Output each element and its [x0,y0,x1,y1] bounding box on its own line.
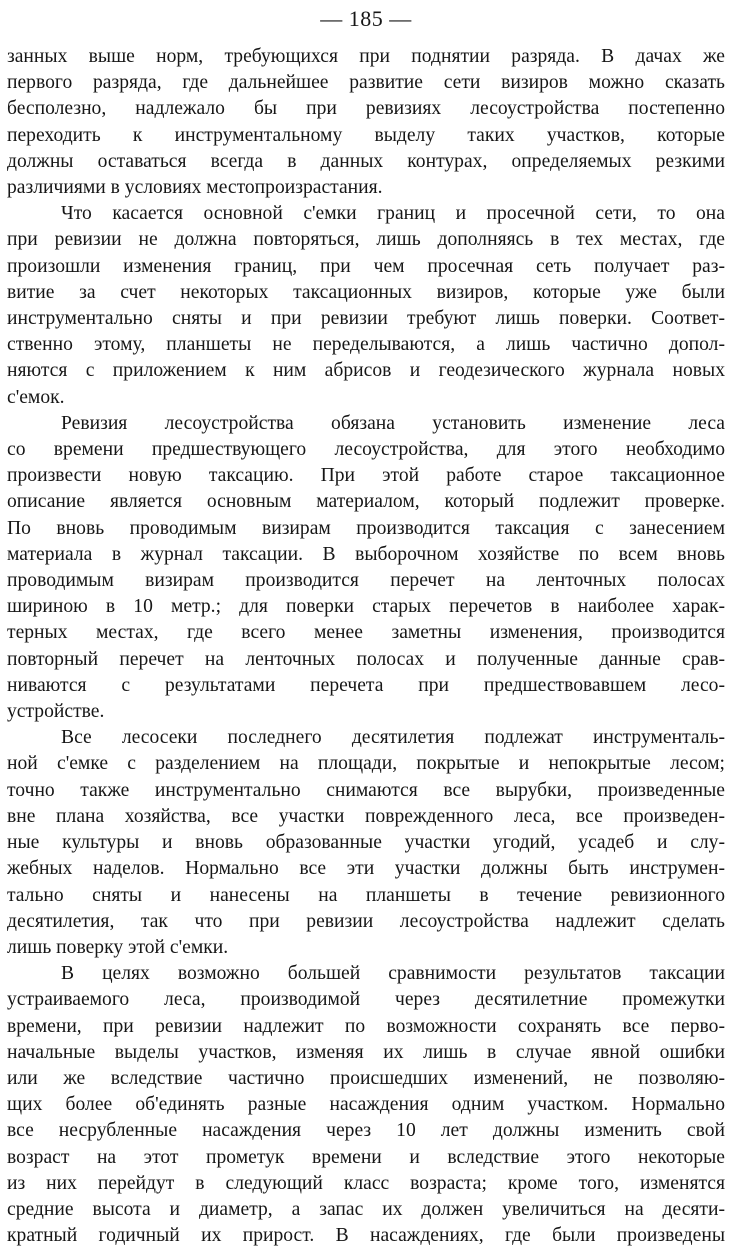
text-line: различиями в условиях местопроизрастания. [7,177,383,199]
text-line: произошли изменения границ, при чем просечная сеть получает раз- [7,255,725,277]
text-line: должны оставаться всегда в данных контурах, определяемых резкими [7,150,725,172]
paragraph-3 [7,411,725,725]
text-line: ниваются с результатами перечета при предшествовавшем лесо- [7,674,725,696]
paragraph-5 [7,961,725,1249]
text-line: Что касается основной с'емки границ и просечной сети, то она [61,203,725,225]
text-line: десятилетия, так что при ревизии лесоустройства надлежит сделать [7,910,725,932]
text-line: устраиваемого леса, производимой через десятилетние промежутки [7,989,725,1011]
page-number: — 185 — [320,6,412,31]
text-line: В целях возможно большей сравнимости результатов таксации [61,963,725,985]
text-line: ственно этому, планшеты не переделываются, а лишь частично допол- [7,334,725,356]
text-line: проводимым визирам производится перечет на ленточных полосах [7,570,725,592]
text-line: витие за счет некоторых таксационных визиров, которые уже были [7,281,725,303]
text-line: кратный годичный их прирост. В насаждениях, где были произведены [7,1225,725,1247]
text-line: По вновь проводимым визирам производится таксация с занесением [7,517,725,539]
text-line: из них перейдут в следующий класс возраста; кроме того, изменятся [7,1172,725,1194]
text-line: терных местах, где всего менее заметны изменения, производится [7,622,725,644]
text-line: начальные выделы участков, изменяя их лишь в случае явной ошибки [7,1041,725,1063]
text-line: Ревизия лесоустройства обязана установить изменение леса [61,412,725,434]
paragraph-4 [7,725,725,961]
text-line: лишь поверку этой с'емки. [7,936,229,958]
text-line: все несрубленные насаждения через 10 лет должны изменить свой [7,1120,725,1142]
text-line: шириною в 10 метр.; для поверки старых перечетов в наиболее харак- [7,596,725,618]
text-line: с'емок. [7,386,65,408]
text-line: повторный перечет на ленточных полосах и полученные данные срав- [7,648,725,670]
text-line: времени, при ревизии надлежит по возможности сохранять все перво- [7,1015,725,1037]
text-line: бесполезно, надлежало бы при ревизиях лесоустройства постепенно [7,98,725,120]
paragraph-1 [7,44,725,201]
text-line: жебных наделов. Нормально все эти участки должны быть инструмен- [7,858,725,880]
text-line: щих более об'единять разные насаждения одним участком. Нормально [7,1094,725,1116]
text-line: материала в журнал таксации. В выборочном хозяйстве по всем вновь [7,543,725,565]
text-line: или же вследствие частично происшедших изменений, не позволяю- [7,1067,725,1089]
text-line: переходить к инструментальному выделу таких участков, которые [7,124,725,146]
text-line: со времени предшествующего лесоустройства, для этого необходимо [7,439,725,461]
text-line: вне плана хозяйства, все участки поврежденного леса, все произведен- [7,805,725,827]
text-line: описание является основным материалом, который подлежит проверке. [7,491,725,513]
text-line: тально сняты и нанесены на планшеты в течение ревизионного [7,884,725,906]
text-line: Все лесосеки последнего десятилетия подлежат инструменталь- [61,727,725,749]
text-line: ные культуры и вновь образованные участки угодий, усадеб и слу- [7,832,725,854]
text-line: возраст на этот прометук времени и вследствие этого некоторые [7,1146,725,1168]
text-line: няются с приложением к ним абрисов и геодезического журнала новых [7,360,725,382]
text-line: средние высота и диаметр, а запас их должен увеличиться на десяти- [7,1198,725,1220]
paragraph-2 [7,201,725,411]
book-page [7,0,725,1249]
text-line: инструментально сняты и при ревизии требуют лишь поверки. Соответ- [7,308,725,330]
text-line: точно также инструментально снимаются все вырубки, произведенные [7,779,725,801]
text-line: ной с'емке с разделением на площади, покрытые и непокрытые лесом; [7,753,725,775]
text-line: произвести новую таксацию. При этой работе старое таксационное [7,465,725,487]
text-line: занных выше норм, требующихся при поднятии разряда. В дачах же [7,46,725,67]
text-line: первого разряда, где дальнейшее развитие сети визиров можно сказать [7,72,725,94]
text-line: при ревизии не должна повторяться, лишь дополняясь в тех местах, где [7,229,725,251]
text-line: устройстве. [7,701,105,723]
